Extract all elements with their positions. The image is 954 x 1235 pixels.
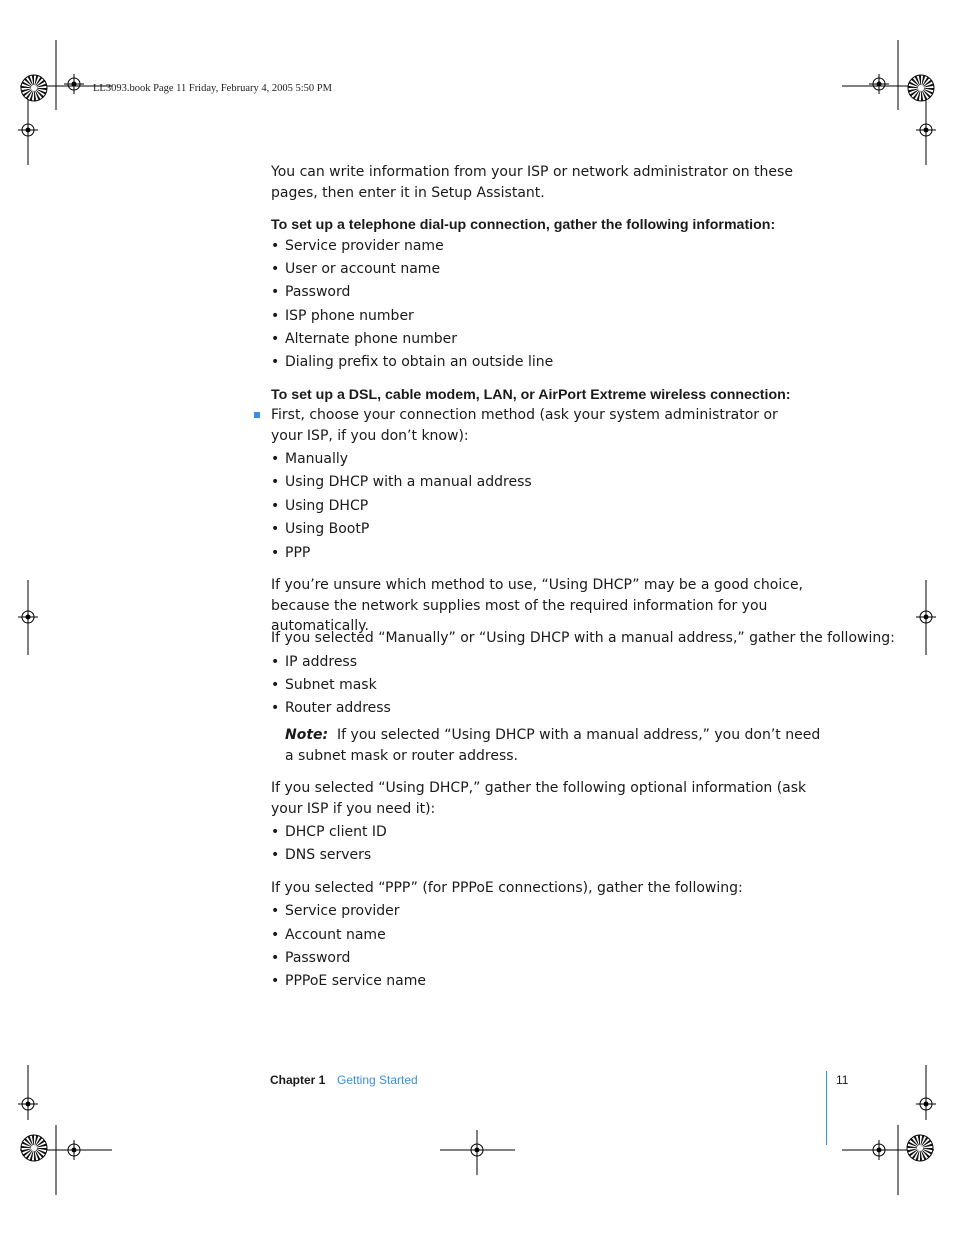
list-item-text: Alternate phone number: [285, 331, 457, 347]
list-item-text: PPPoE service name: [285, 973, 426, 989]
bullet-mark: •: [271, 677, 280, 693]
list-item-text: IP address: [285, 654, 358, 670]
list-item-text: Service provider name: [285, 238, 444, 254]
list-item-text: Password: [285, 950, 351, 966]
list-item-text: Password: [285, 284, 351, 300]
list-item-text: Manually: [285, 451, 349, 467]
bullet-mark: •: [271, 498, 280, 514]
bullet-mark: •: [271, 261, 280, 277]
list-item-text: ISP phone number: [285, 308, 414, 324]
list-item-text: DHCP client ID: [285, 824, 387, 840]
bullet-mark: •: [271, 950, 280, 966]
note-text: If you selected “Using DHCP with a manual address,” you don’t need a subnet mask or router address.: [285, 727, 821, 764]
list-item-text: User or account name: [285, 261, 441, 277]
bullet-mark: •: [271, 700, 280, 716]
list-item-text: Dialing prefix to obtain an outside line: [285, 354, 554, 370]
list-item-text: Router address: [285, 700, 391, 716]
list-item-text: Account name: [285, 927, 386, 943]
bullet-mark: •: [271, 973, 280, 989]
bullet-mark: •: [271, 521, 280, 537]
list-item-text: Using DHCP with a manual address: [285, 474, 532, 490]
bullet-mark: •: [271, 354, 280, 370]
starburst-center: [917, 1145, 923, 1151]
bullet-mark: •: [271, 824, 280, 840]
ppp-lead: If you selected “PPP” (for PPPoE connections), gather the following:: [271, 880, 743, 896]
printer-slug: LL3093.book Page 11 Friday, February 4, 2005 5:50 PM: [93, 83, 332, 94]
manual-lead: If you selected “Manually” or “Using DHCP with a manual address,” gather the following:: [271, 630, 895, 646]
bullet-mark: •: [271, 654, 280, 670]
bullet-mark: •: [271, 847, 280, 863]
list-item-text: DNS servers: [285, 847, 372, 863]
starburst-center: [31, 85, 37, 91]
bullet-mark: •: [271, 545, 280, 561]
note-label: Note:: [285, 727, 329, 743]
page-number: 11: [836, 1073, 849, 1087]
starburst-center: [918, 85, 924, 91]
bullet-mark: •: [271, 474, 280, 490]
unsure-paragraph: If you’re unsure which method to use, “Using DHCP” may be a good choice, because the network supplies most of the required information for you automatically.: [271, 577, 804, 634]
dsl-step: [271, 405, 791, 446]
dhcp-lead: If you selected “Using DHCP,” gather the following optional information (ask your ISP if you need it):: [271, 780, 807, 817]
bullet-mark: •: [271, 331, 280, 347]
footer-divider: [826, 1071, 827, 1145]
list-item-text: PPP: [285, 545, 311, 561]
starburst-center: [31, 1145, 37, 1151]
list-item-text: Using DHCP: [285, 498, 369, 514]
bullet-mark: •: [271, 927, 280, 943]
step-square-bullet: [254, 412, 260, 418]
bullet-mark: •: [271, 238, 280, 254]
footer-chapter-title: Getting Started: [337, 1073, 418, 1087]
bullet-mark: •: [271, 451, 280, 467]
dsl-heading: To set up a DSL, cable modem, LAN, or AirPort Extreme wireless connection:: [271, 387, 791, 403]
bullet-mark: •: [271, 284, 280, 300]
dsl-step-text: First, choose your connection method (ask your system administrator or your ISP, if you don’t know):: [271, 407, 778, 444]
list-item-text: Service provider: [285, 903, 400, 919]
bullet-mark: •: [271, 308, 280, 324]
list-item-text: Using BootP: [285, 521, 370, 537]
intro-paragraph: You can write information from your ISP or network administrator on these pages, then enter it in Setup Assistant.: [271, 164, 793, 201]
note-paragraph: [285, 725, 825, 766]
list-item-text: Subnet mask: [285, 677, 377, 693]
footer-chapter: Chapter 1: [270, 1073, 326, 1087]
bullet-mark: •: [271, 903, 280, 919]
dialup-heading: To set up a telephone dial-up connection, gather the following information:: [271, 217, 776, 233]
